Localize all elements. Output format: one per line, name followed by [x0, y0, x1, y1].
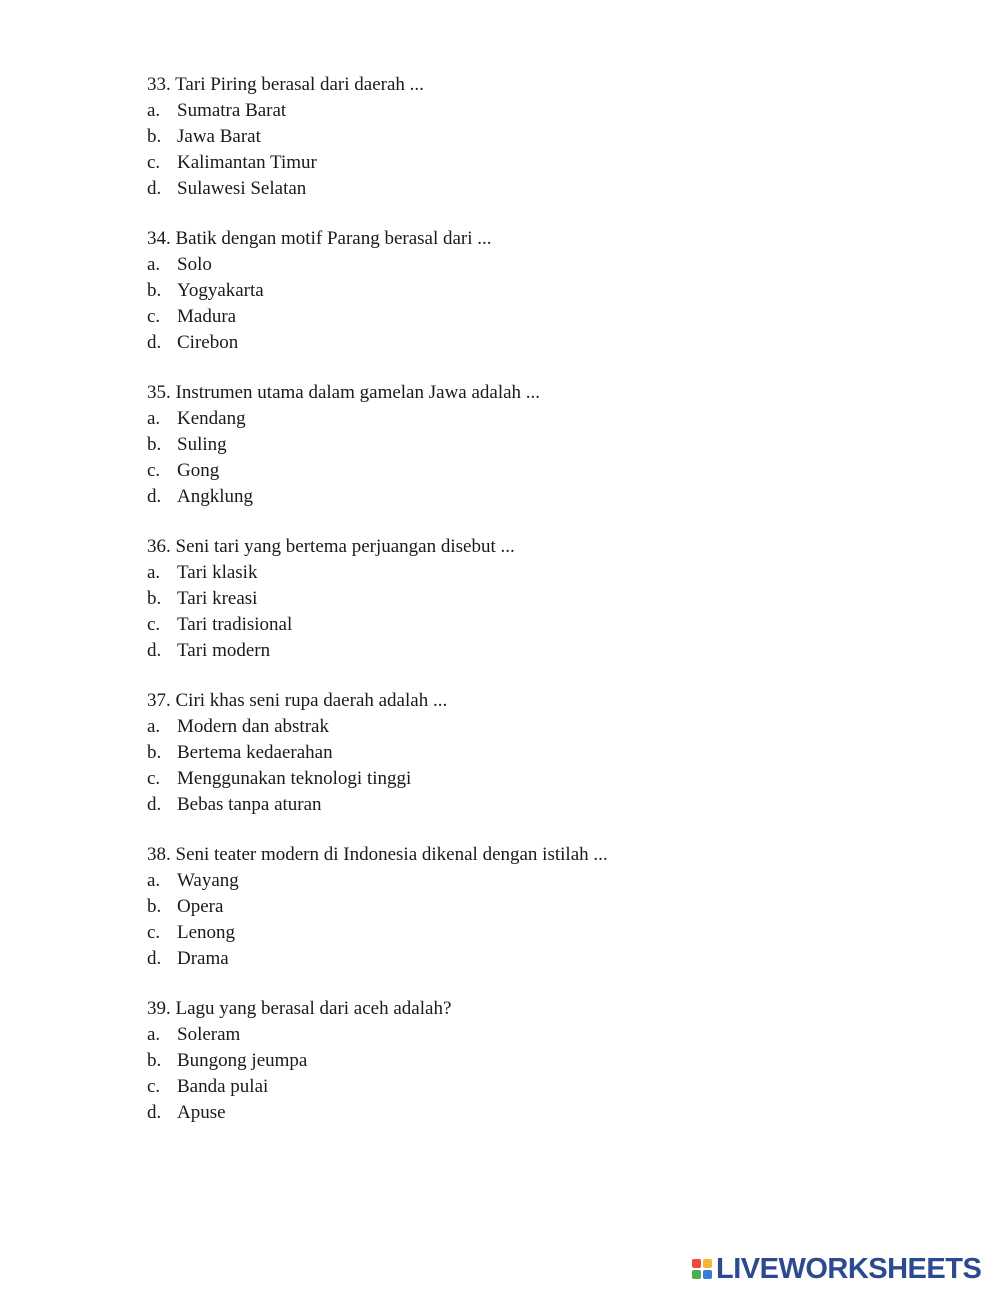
option-text: Tari modern — [177, 640, 271, 661]
option-d[interactable] — [147, 946, 947, 972]
question-38 — [147, 842, 947, 972]
option-text: Tari klasik — [177, 562, 258, 583]
option-text: Tari tradisional — [177, 614, 293, 635]
option-text: Opera — [177, 896, 224, 917]
logo-text: LIVEWORKSHEETS — [716, 1253, 982, 1285]
question-text: 35. Instrumen utama dalam gamelan Jawa adalah ... — [147, 382, 541, 403]
option-letter: b. — [147, 742, 162, 763]
option-text: Bungong jeumpa — [177, 1050, 308, 1071]
option-letter: b. — [147, 896, 162, 917]
option-a[interactable] — [147, 252, 947, 278]
option-letter: b. — [147, 588, 162, 609]
option-c[interactable] — [147, 150, 947, 176]
logo-square-blue — [703, 1270, 712, 1279]
option-text: Lenong — [177, 922, 236, 943]
option-a[interactable] — [147, 1022, 947, 1048]
option-text: Sulawesi Selatan — [177, 178, 307, 199]
option-text: Tari kreasi — [177, 588, 258, 609]
option-text: Jawa Barat — [177, 126, 261, 147]
option-b[interactable] — [147, 894, 947, 920]
option-a[interactable] — [147, 714, 947, 740]
option-text: Bertema kedaerahan — [177, 742, 333, 763]
option-text: Soleram — [177, 1024, 241, 1045]
option-letter: a. — [147, 870, 161, 891]
option-text: Banda pulai — [177, 1076, 269, 1097]
option-letter: c. — [147, 922, 161, 943]
question-text: 36. Seni tari yang bertema perjuangan disebut ... — [147, 536, 515, 557]
option-text: Wayang — [177, 870, 239, 891]
option-d[interactable] — [147, 1100, 947, 1126]
option-text: Suling — [177, 434, 227, 455]
question-36 — [147, 534, 947, 664]
question-33 — [147, 72, 947, 202]
option-text: Kendang — [177, 408, 246, 429]
worksheet-page — [147, 72, 947, 1150]
question-35 — [147, 380, 947, 510]
question-37 — [147, 688, 947, 818]
option-letter: d. — [147, 486, 162, 507]
option-a[interactable] — [147, 98, 947, 124]
option-letter: a. — [147, 716, 161, 737]
option-a[interactable] — [147, 868, 947, 894]
option-d[interactable] — [147, 176, 947, 202]
option-d[interactable] — [147, 638, 947, 664]
logo-square-yellow — [703, 1259, 712, 1268]
logo-mark-icon — [692, 1259, 712, 1279]
question-text: 39. Lagu yang berasal dari aceh adalah? — [147, 998, 452, 1019]
option-letter: b. — [147, 1050, 162, 1071]
question-39 — [147, 996, 947, 1126]
option-text: Yogyakarta — [177, 280, 264, 301]
option-text: Solo — [177, 254, 212, 275]
option-d[interactable] — [147, 792, 947, 818]
option-text: Gong — [177, 460, 220, 481]
option-text: Drama — [177, 948, 229, 969]
option-letter: a. — [147, 100, 161, 121]
option-b[interactable] — [147, 586, 947, 612]
option-c[interactable] — [147, 920, 947, 946]
option-text: Angklung — [177, 486, 253, 507]
option-letter: a. — [147, 408, 161, 429]
option-text: Menggunakan teknologi tinggi — [177, 768, 412, 789]
liveworksheets-logo — [692, 1254, 981, 1284]
option-text: Kalimantan Timur — [177, 152, 317, 173]
option-b[interactable] — [147, 432, 947, 458]
option-letter: d. — [147, 1102, 162, 1123]
option-b[interactable] — [147, 1048, 947, 1074]
option-letter: d. — [147, 178, 162, 199]
option-text: Bebas tanpa aturan — [177, 794, 322, 815]
question-text: 38. Seni teater modern di Indonesia dikenal dengan istilah ... — [147, 844, 608, 865]
option-text: Modern dan abstrak — [177, 716, 329, 737]
option-letter: c. — [147, 1076, 161, 1097]
option-letter: c. — [147, 768, 161, 789]
option-c[interactable] — [147, 766, 947, 792]
option-letter: a. — [147, 1024, 161, 1045]
option-letter: b. — [147, 126, 162, 147]
option-a[interactable] — [147, 406, 947, 432]
option-text: Apuse — [177, 1102, 226, 1123]
option-letter: c. — [147, 152, 161, 173]
option-c[interactable] — [147, 1074, 947, 1100]
option-letter: d. — [147, 794, 162, 815]
option-letter: c. — [147, 460, 161, 481]
option-letter: d. — [147, 332, 162, 353]
question-text: 33. Tari Piring berasal dari daerah ... — [147, 74, 424, 95]
question-text: 34. Batik dengan motif Parang berasal dari ... — [147, 228, 492, 249]
option-d[interactable] — [147, 484, 947, 510]
option-letter: c. — [147, 614, 161, 635]
option-b[interactable] — [147, 740, 947, 766]
option-letter: a. — [147, 562, 161, 583]
option-letter: c. — [147, 306, 161, 327]
question-34 — [147, 226, 947, 356]
option-b[interactable] — [147, 124, 947, 150]
option-letter: d. — [147, 640, 162, 661]
option-text: Cirebon — [177, 332, 239, 353]
option-b[interactable] — [147, 278, 947, 304]
question-text: 37. Ciri khas seni rupa daerah adalah ... — [147, 690, 448, 711]
option-c[interactable] — [147, 612, 947, 638]
option-letter: b. — [147, 434, 162, 455]
logo-square-green — [692, 1270, 701, 1279]
option-letter: b. — [147, 280, 162, 301]
option-text: Sumatra Barat — [177, 100, 287, 121]
option-text: Madura — [177, 306, 237, 327]
logo-square-red — [692, 1259, 701, 1268]
option-c[interactable] — [147, 304, 947, 330]
option-a[interactable] — [147, 560, 947, 586]
option-letter: a. — [147, 254, 161, 275]
option-c[interactable] — [147, 458, 947, 484]
option-letter: d. — [147, 948, 162, 969]
option-d[interactable] — [147, 330, 947, 356]
